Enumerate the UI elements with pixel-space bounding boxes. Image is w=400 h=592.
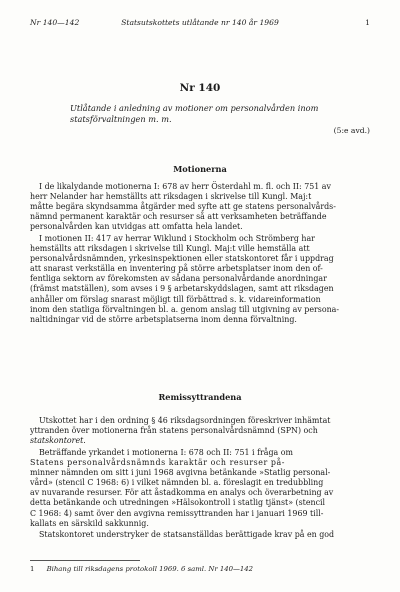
- text-line: Utskottet har i den ordning § 46 riksdagsordningen föreskriver inhämtat: [39, 416, 331, 425]
- text-line: av nuvarande resurser. För att åstadkomma en analys och överarbetning av: [30, 488, 334, 498]
- document-subtitle: [70, 103, 340, 125]
- text-line: vård» (stencil C 1968: 6) i vilket nämnden bl. a. föreslagit en tredubbling: [30, 478, 324, 488]
- text-line: Statens personalvårdsnämnds karaktär och resurser på-: [30, 458, 285, 468]
- text-line: I motionen II: 417 av herrar Wiklund i Stockholm och Strömberg har: [39, 234, 315, 243]
- paragraph-remiss-3: [30, 530, 370, 540]
- text-line: inom den statliga förvaltningen bl. a. genom anslag till utgivning av persona-: [30, 304, 340, 314]
- paragraph-remiss-2: [30, 448, 370, 529]
- text-line: personalvården kan utvidgas att omfatta hela landet.: [30, 222, 243, 232]
- section-heading-motions: Motionerna: [173, 164, 227, 174]
- footnote-text: Bihang till riksdagens protokoll 1969. 6 saml. Nr 140—142: [46, 565, 254, 573]
- paragraph-remiss-1: [30, 416, 370, 446]
- text-line: hemställts att riksdagen i skrivelse till Kungl. Maj:t ville hemställa att: [30, 244, 310, 254]
- text-line: statskontoret.: [30, 436, 86, 446]
- text-line: detta betänkande och utredningen »Hälsokontroll i statlig tjänst» (stencil: [30, 498, 326, 508]
- footnote-divider: [30, 560, 140, 561]
- text-line: anhåller om förslag snarast möjligt till förbättrad s. k. vidareinformation: [30, 294, 321, 304]
- text-line: måtte begära skyndsamma åtgärder med syfte att ge statens personalvårds-: [30, 202, 336, 212]
- text-line: herr Nelander har hemställts att riksdagen i skrivelse till Kungl. Maj:t: [30, 192, 312, 202]
- document-number: Nr 140: [179, 82, 221, 94]
- division-label: (5:e avd.): [333, 126, 370, 135]
- text-line: kallats en särskild sakkunnig.: [30, 518, 149, 528]
- text-line: minner nämnden om sitt i juni 1968 avgivna betänkande »Statlig personal-: [30, 468, 331, 478]
- paragraph-motions-1: [30, 182, 370, 232]
- text-line: personalvårdsnämnden, yrkesinspektionen eller statskontoret får i uppdrag: [30, 254, 334, 264]
- text-line: nämnd permanent karaktär och resurser så att verksamheten beträffande: [30, 212, 327, 222]
- text-line: Statskontoret understryker de statsanställdas berättigade krav på en god: [39, 530, 335, 539]
- running-title: Statsutskottets utlåtande nr 140 år 1969: [121, 18, 279, 27]
- section-heading-remiss: Remissyttrandena: [158, 392, 242, 402]
- text-line: C 1968: 4) samt över den avgivna remissyttranden har i januari 1969 till-: [30, 508, 324, 518]
- text-line: naltidningar vid de större arbetsplatserna inom denna förvaltning.: [30, 314, 297, 324]
- text-line: I de likalydande motionerna I: 678 av herr Österdahl m. fl. och II: 751 av: [39, 182, 331, 191]
- text-line: (främst matställen), som avses i 9 § arbetarskyddslagen, samt att riksdagen: [30, 284, 334, 294]
- text-line: yttranden över motionerna från statens personalvårdsnämnd (SPN) och: [30, 426, 318, 436]
- text-line: att snarast verkställa en inventering på större arbetsplatser inom den of-: [30, 264, 323, 274]
- text-line: fentliga sektorn av förekomsten av sådana personalvårdande anordningar: [30, 274, 327, 284]
- text-line: Beträffande yrkandet i motionerna I: 678 och II: 751 i fråga om: [39, 448, 293, 457]
- footnote: [30, 565, 253, 573]
- subtitle-line: Utlåtande i anledning av motioner om personalvården inom: [70, 103, 319, 113]
- footnote-marker: 1: [30, 565, 35, 573]
- subtitle-line: statsförvaltningen m. m.: [70, 114, 172, 124]
- header-left: Nr 140—142: [30, 18, 80, 27]
- page-number: 1: [365, 18, 370, 27]
- paragraph-motions-2: [30, 234, 370, 325]
